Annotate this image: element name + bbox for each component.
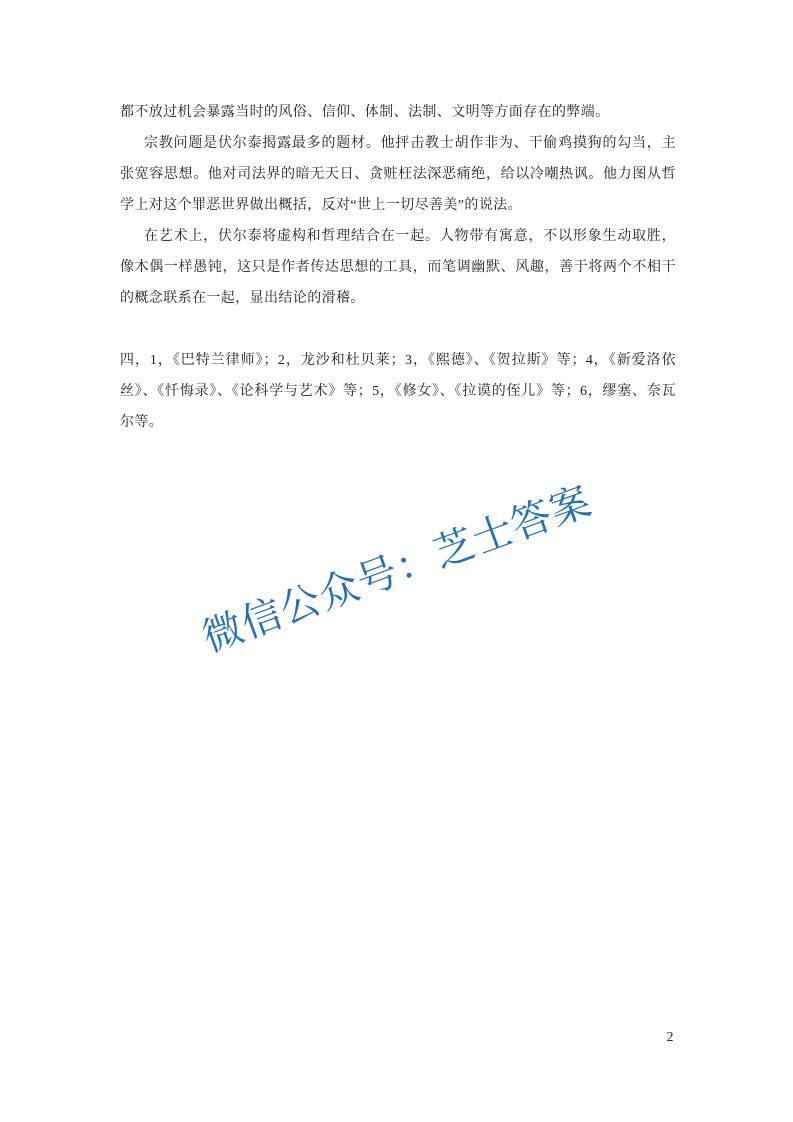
paragraph-religion: 宗教问题是伏尔泰揭露最多的题材。他抨击教士胡作非为、干偷鸡摸狗的勾当，主张宽容思想。他对司法界的暗无天日、贪赃枉法深恶痛绝，给以冷嘲热讽。他力图从哲学上对这个罪恶世界做出概括，反对“世上一切尽善美”的说法。 (120, 136, 676, 213)
page-number: 2 (666, 1030, 674, 1045)
text-block (120, 97, 676, 438)
watermark-text: 微信公众号：芝士答案 (196, 478, 598, 661)
paragraph-continuation: 都不放过机会暴露当时的风俗、信仰、体制、法制、文明等方面存在的弊端。 (120, 105, 610, 120)
paragraph-answer-list: 四，1，《巴特兰律师》；2，龙沙和杜贝莱；3，《熙德》、《贺拉斯》等；4，《新爱洛依丝》、《忏悔录》、《论科学与艺术》等；5，《修女》、《拉谟的侄儿》等；6，缪塞、奈瓦尔等。 (120, 353, 676, 430)
paragraph-art: 在艺术上，伏尔泰将虚构和哲理结合在一起。人物带有寓意，不以形象生动取胜，像木偶一样愚钝，这只是作者传达思想的工具，而笔调幽默、风趣，善于将两个不相干的概念联系在一起，显出结论的滑稽。 (120, 229, 676, 306)
